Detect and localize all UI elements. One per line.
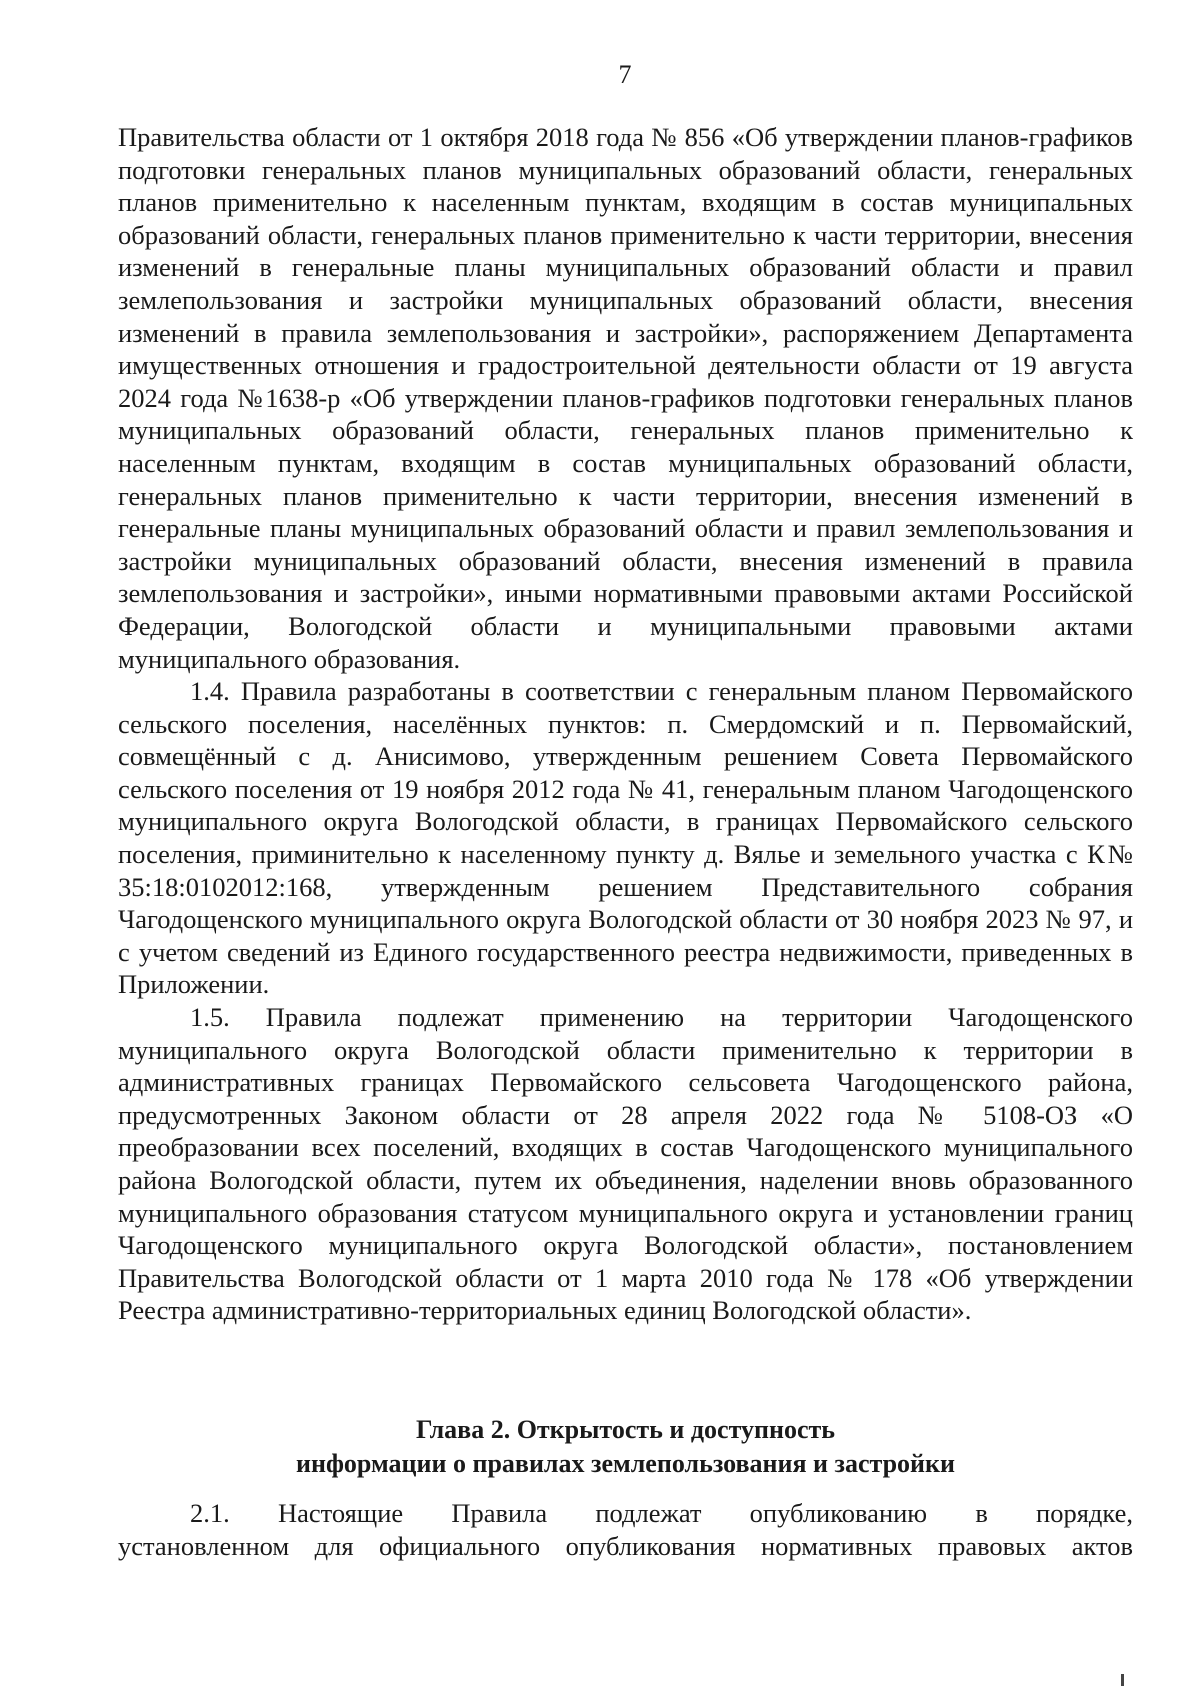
scan-artifact-mark	[1121, 1674, 1124, 1686]
clause-1-4: 1.4. Правила разработаны в соответствии с генеральным планом Первомайского сельского поселения, населённых пунктов: п. Смердомский и п. Первомайский, совмещённый с д. Анисимово, утвержденным решением Совета Первомайского сельского поселения от 19 ноября 2012 года № 41, генеральным планом Чагодощенского муниципального округа Вологодской области, в границах Первомайского сельского поселения, приминительно к населенному пункту д. Вялье и земельного участка с К№ 35:18:0102012:168, утвержденным решением Представительного собрания Чагодощенского муниципального округа Вологодской области от 30 ноября 2023 № 97, и с учетом сведений из Единого государственного реестра недвижимости, приведенных в Приложении.	[118, 676, 1133, 1000]
clause-2-1	[118, 1497, 1133, 1562]
chapter-2-heading	[118, 1413, 1133, 1481]
clause-2-1-line-2: установленном для официального опубликования нормативных правовых актов	[118, 1530, 1133, 1561]
clause-1-5: 1.5. Правила подлежат применению на территории Чагодощенского муниципального округа Вологодской области применительно к территории в административных границах Первомайского сельсовета Чагодощенского района, предусмотренных Законом области от 28 апреля 2022 года № 5108-ОЗ «О преобразовании всех поселений, входящих в состав Чагодощенского муниципального района Вологодской области, путем их объединения, наделении вновь образованного муниципального образования статусом муниципального округа и установлении границ Чагодощенского муниципального округа Вологодской области», постановлением Правительства Вологодской области от 1 марта 2010 года № 178 «Об утверждении Реестра административно-территориальных единиц Вологодской области».	[118, 1002, 1133, 1326]
clause-2-1-line-1: 2.1. Настоящие Правила подлежат опубликованию в порядке,	[190, 1498, 1133, 1528]
document-body	[118, 121, 1133, 1327]
chapter-2-title-line-1: Глава 2. Открытость и доступность	[415, 1415, 836, 1444]
chapter-2-title-line-2: информации о правилах землепользования и застройки	[295, 1449, 955, 1478]
continuation-paragraph: Правительства области от 1 октября 2018 года № 856 «Об утверждении планов-графиков подготовки генеральных планов муниципальных образований области, генеральных планов применительно к населенным пунктам, входящим в состав муниципальных образований области, генеральных планов применительно к части территории, внесения изменений в генеральные планы муниципальных образований области и правил землепользования и застройки муниципальных образований области, внесения изменений в правила землепользования и застройки», распоряжением Департамента имущественных отношения и градостроительной деятельности области от 19 августа 2024 года №1638-р «Об утверждении планов-графиков подготовки генеральных планов муниципальных образований области, генеральных планов применительно к населенным пунктам, входящим в состав муниципальных образований области, генеральных планов применительно к части территории, внесения изменений в генеральные планы муниципальных образований области и правил землепользования и застройки муниципальных образований области, внесения изменений в правила землепользования и застройки», иными нормативными правовыми актами Российской Федерации, Вологодской области и муниципальными правовыми актами муниципального образования.	[118, 122, 1133, 674]
page-number: 7	[618, 60, 632, 89]
